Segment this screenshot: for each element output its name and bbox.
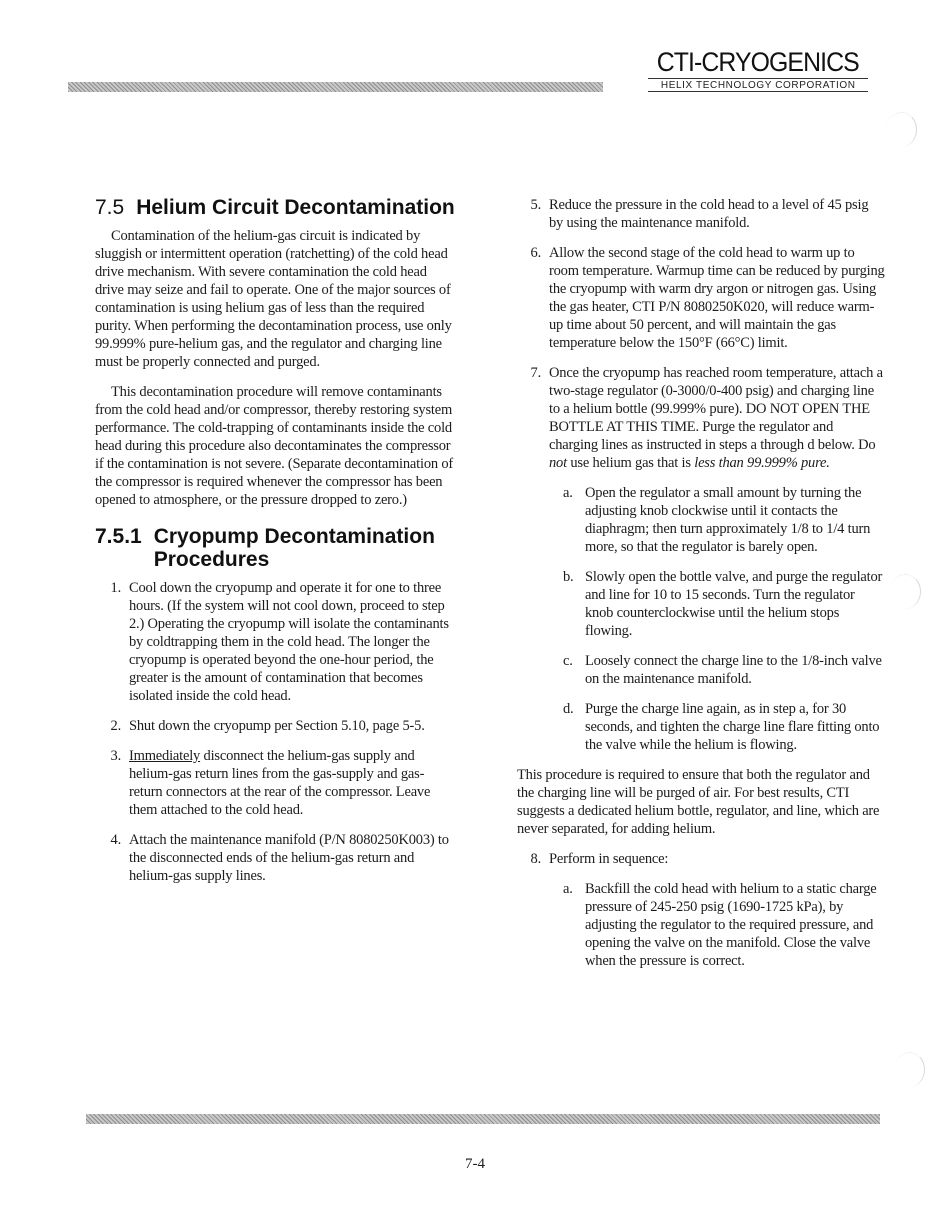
list-item [563, 484, 885, 556]
punch-hole-mark [894, 1052, 925, 1087]
list-item [563, 880, 885, 970]
brand-subtitle: HELIX TECHNOLOGY CORPORATION [648, 78, 868, 92]
list-item [95, 717, 455, 735]
list-item [95, 579, 455, 705]
footer-rule [86, 1114, 880, 1124]
list-item [563, 568, 885, 640]
punch-hole-mark [886, 112, 917, 147]
section-title: Cryopump Decontamination Procedures [153, 525, 435, 571]
list-item [563, 700, 885, 754]
section-7-5-heading [95, 196, 455, 219]
list-item [95, 747, 455, 819]
list-item [517, 364, 885, 472]
sub-step-text: Slowly open the bottle valve, and purge the regulator and line for 10 to 15 seconds. Turn the regulator knob counterclockwise until the helium stops flowing. [585, 569, 883, 639]
step-text: Shut down the cryopump per Section 5.10, page 5-5. [129, 718, 425, 734]
step-number: 4. [110, 832, 121, 848]
procedure-step-8 [517, 850, 885, 868]
emphasis-underline: Immediately [129, 748, 201, 764]
paragraph: This decontamination procedure will remove contaminants from the cold head and/or compressor, thereby restoring system performance. The cold-trapping of contaminants inside the cold head during this procedure also decontaminates the compressor if the contamination is not severe. (Separate decontamination of the compressor is required whenever the compressor has been opened to atmosphere, or the pressure dropped to zero.) [95, 384, 454, 508]
emphasis-italic: not [549, 455, 567, 471]
step-text: Cool down the cryopump and operate it for one to three hours. (If the system will not cool down, proceed to step 2.) Operating the cryopump will isolate the contaminants by coldtrapping them in the cold head. The longer the cryopump is operated beyond the one-hour period, the greater is the amount of contamination that becomes isolated inside the cold head. [129, 580, 449, 704]
sub-step-text: Purge the charge line again, as in step a, for 30 seconds, and tighten the charge line flare fitting onto the valve while the helium is flowing. [585, 701, 880, 753]
page-number: 7-4 [465, 1156, 485, 1172]
left-column [95, 196, 455, 897]
brand-logo [648, 48, 868, 92]
step-number: 5. [530, 197, 541, 213]
step-number: 1. [110, 580, 121, 596]
sub-step-text: Loosely connect the charge line to the 1/8-inch valve on the maintenance manifold. [585, 653, 882, 687]
sub-step-letter: a. [563, 485, 573, 501]
section-number: 7.5.1 [95, 525, 142, 548]
right-column [517, 196, 885, 982]
step-text [549, 364, 885, 472]
procedure-steps [95, 579, 455, 885]
section-7-5-1-heading [95, 525, 455, 571]
list-item [517, 196, 885, 232]
step-text: Reduce the pressure in the cold head to a level of 45 psig by using the maintenance manifold. [549, 197, 869, 231]
step-text: Perform in sequence: [549, 851, 669, 867]
emphasis-italic: less than 99.999% pure. [694, 455, 830, 471]
step-text: Attach the maintenance manifold (P/N 8080250K003) to the disconnected ends of the helium-gas return and helium-gas supply lines. [129, 832, 449, 884]
list-item [517, 850, 885, 868]
list-item [563, 652, 885, 688]
step-number: 8. [530, 851, 541, 867]
step-text [129, 747, 455, 819]
punch-hole-mark [890, 574, 921, 609]
sub-steps-8 [563, 880, 885, 970]
procedure-note: This procedure is required to ensure that both the regulator and the charging line will be purged of air. For best results, CTI suggests a dedicated helium bottle, regulator, and line, which are never separated, for adding helium. [517, 767, 880, 837]
step-text-part: use helium gas that is [566, 455, 695, 471]
sub-step-letter: b. [563, 569, 574, 585]
sub-steps-7 [563, 484, 885, 754]
step-number: 3. [110, 748, 121, 764]
procedure-steps-continued [517, 196, 885, 472]
header-rule [68, 82, 603, 92]
list-item [517, 244, 885, 352]
step-text-part: Once the cryopump has reached room temperature, attach a two-stage regulator (0-3000/0-400 psig) and charging line to a helium bottle (99.999% pure). DO NOT OPEN THE BOTTLE AT THIS TIME. Purge the regulator and charging lines as instructed in steps a through d below. Do [549, 365, 883, 453]
brand-name: CTI-CRYOGENICS [657, 47, 860, 77]
step-text: Allow the second stage of the cold head to warm up to room temperature. Warmup time can be reduced by purging the cryopump with warm dry argon or nitrogen gas. Using the gas heater, CTI P/N 8080250K020, will reduce warm-up time about 50 percent, and will maintain the gas temperature below the 150°F (66°C) limit. [549, 245, 885, 351]
section-number: 7.5 [95, 196, 125, 219]
step-number: 6. [530, 245, 541, 261]
section-title: Helium Circuit Decontamination [136, 196, 455, 219]
step-number: 2. [110, 718, 121, 734]
step-number: 7. [530, 365, 541, 381]
step-text-rest: disconnect the helium-gas supply and helium-gas return lines from the gas-supply and gas-return connectors at the rear of the compressor. Leave them attached to the cold head. [129, 748, 431, 818]
sub-step-text: Backfill the cold head with helium to a static charge pressure of 245-250 psig (1690-1725 kPa), by adjusting the regulator to the required pressure, and opening the valve on the manifold. Close the valve when the pressure is correct. [585, 881, 877, 969]
sub-step-letter: c. [563, 653, 573, 669]
list-item [95, 831, 455, 885]
sub-step-letter: a. [563, 881, 573, 897]
paragraph: Contamination of the helium-gas circuit is indicated by sluggish or intermittent operation (ratchetting) of the cold head drive mechanism. With severe contamination the cold head drive may seize and fail to operate. One of the major sources of contamination is using helium gas of less than the required purity. When performing the decontamination process, use only 99.999% pure-helium gas, and the regulator and charging line must be properly connected and purged. [95, 228, 452, 370]
sub-step-letter: d. [563, 701, 574, 717]
sub-step-text: Open the regulator a small amount by turning the adjusting knob clockwise until it contacts the diaphragm; then turn approximately 1/8 to 1/4 turn more, so that the regulator is barely open. [585, 485, 871, 555]
